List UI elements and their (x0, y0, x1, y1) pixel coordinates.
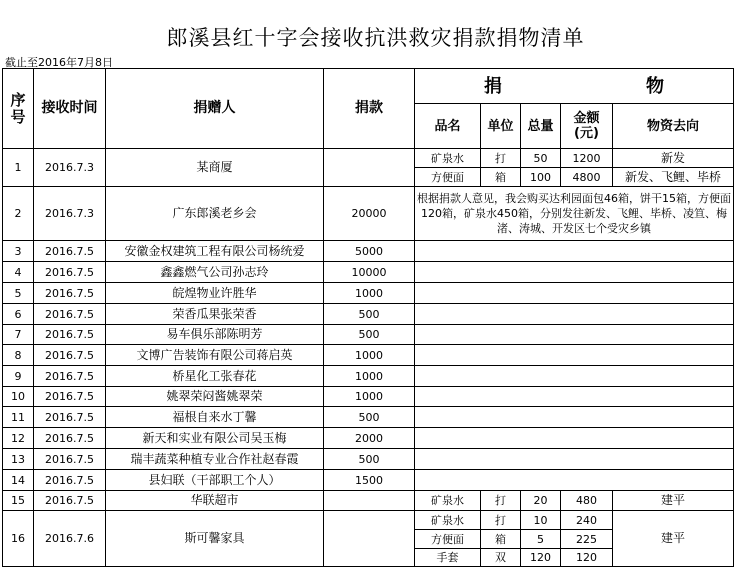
table-row (3, 428, 734, 449)
table-row (3, 241, 734, 262)
goods-empty (415, 387, 734, 407)
goods-dest: 新发、飞鲤、毕桥 (613, 168, 734, 187)
goods-empty (415, 345, 734, 366)
row-time: 2016.7.3 (34, 149, 106, 187)
row-no: 7 (3, 325, 34, 345)
header-time: 接收时间 (34, 69, 106, 149)
goods-empty (415, 366, 734, 387)
row-donor: 荣香瓜果张荣香 (106, 304, 324, 325)
goods-item: 方便面 (415, 530, 481, 549)
row-donor: 鑫鑫燃气公司孙志玲 (106, 262, 324, 283)
row-donor: 皖煌物业许胜华 (106, 283, 324, 304)
row-donor: 福根自来水丁馨 (106, 407, 324, 428)
row-no: 12 (3, 428, 34, 449)
goods-empty (415, 241, 734, 262)
row-time: 2016.7.5 (34, 304, 106, 325)
row-money: 500 (324, 449, 415, 470)
row-time: 2016.7.5 (34, 325, 106, 345)
row-no: 14 (3, 470, 34, 491)
header-qty: 总量 (521, 104, 561, 149)
row-money: 500 (324, 304, 415, 325)
row-no: 11 (3, 407, 34, 428)
row-time: 2016.7.5 (34, 366, 106, 387)
row-no: 1 (3, 149, 34, 187)
goods-amount: 4800 (561, 168, 613, 187)
goods-empty (415, 407, 734, 428)
header-item: 品名 (415, 104, 481, 149)
row-donor: 新天和实业有限公司吴玉梅 (106, 428, 324, 449)
goods-unit: 箱 (481, 168, 521, 187)
goods-item: 矿泉水 (415, 511, 481, 530)
goods-dest: 新发 (613, 149, 734, 168)
donation-table (2, 68, 734, 567)
row-time: 2016.7.5 (34, 491, 106, 511)
table-row (3, 491, 734, 511)
row-donor: 广东郎溪老乡会 (106, 187, 324, 241)
header-amount: 金额 (元) (561, 104, 613, 149)
row-money: 1000 (324, 366, 415, 387)
table-row (3, 387, 734, 407)
row-money: 2000 (324, 428, 415, 449)
goods-qty: 50 (521, 149, 561, 168)
row-donor: 华联超市 (106, 491, 324, 511)
header-row (3, 69, 734, 104)
goods-item: 手套 (415, 549, 481, 567)
row-no: 3 (3, 241, 34, 262)
row-money: 500 (324, 325, 415, 345)
row-money: 1500 (324, 470, 415, 491)
goods-empty (415, 325, 734, 345)
table-row (3, 345, 734, 366)
row-donor: 某商厦 (106, 149, 324, 187)
header-unit: 单位 (481, 104, 521, 149)
row-donor: 安徽金权建筑工程有限公司杨统爱 (106, 241, 324, 262)
goods-item: 方便面 (415, 168, 481, 187)
table-row (3, 366, 734, 387)
row-time: 2016.7.5 (34, 283, 106, 304)
row-money (324, 149, 415, 187)
row-time: 2016.7.3 (34, 187, 106, 241)
goods-empty (415, 262, 734, 283)
row-money: 1000 (324, 345, 415, 366)
row-no: 15 (3, 491, 34, 511)
goods-unit: 双 (481, 549, 521, 567)
table-row (3, 511, 734, 530)
row-time: 2016.7.5 (34, 387, 106, 407)
goods-amount: 225 (561, 530, 613, 549)
goods-unit: 箱 (481, 530, 521, 549)
row-time: 2016.7.5 (34, 345, 106, 366)
goods-dest: 建平 (613, 491, 734, 511)
goods-unit: 打 (481, 149, 521, 168)
row-donor: 瑞丰蔬菜种植专业合作社赵春霞 (106, 449, 324, 470)
header-dest: 物资去向 (613, 104, 734, 149)
header-goods: 捐 物 (415, 69, 734, 104)
row-time: 2016.7.5 (34, 428, 106, 449)
goods-qty: 20 (521, 491, 561, 511)
table-row (3, 449, 734, 470)
goods-unit: 打 (481, 491, 521, 511)
goods-empty (415, 304, 734, 325)
row-donor: 斯可馨家具 (106, 511, 324, 567)
row-time: 2016.7.5 (34, 241, 106, 262)
table-row (3, 407, 734, 428)
goods-amount: 1200 (561, 149, 613, 168)
row-donor: 文博广告装饰有限公司蒋启英 (106, 345, 324, 366)
table-row (3, 325, 734, 345)
goods-dest: 建平 (613, 511, 734, 567)
row-no: 16 (3, 511, 34, 567)
row-money: 20000 (324, 187, 415, 241)
goods-empty (415, 283, 734, 304)
row-time: 2016.7.6 (34, 511, 106, 567)
row-time: 2016.7.5 (34, 262, 106, 283)
header-seq: 序 号 (3, 69, 34, 149)
goods-item: 矿泉水 (415, 491, 481, 511)
goods-qty: 5 (521, 530, 561, 549)
table-row (3, 149, 734, 168)
row-no: 13 (3, 449, 34, 470)
header-donor: 捐赠人 (106, 69, 324, 149)
goods-empty (415, 449, 734, 470)
row-time: 2016.7.5 (34, 407, 106, 428)
goods-unit: 打 (481, 511, 521, 530)
goods-amount: 480 (561, 491, 613, 511)
header-money: 捐款 (324, 69, 415, 149)
row-no: 5 (3, 283, 34, 304)
row-money: 1000 (324, 387, 415, 407)
row-donor: 易车俱乐部陈明芳 (106, 325, 324, 345)
goods-qty: 100 (521, 168, 561, 187)
row-no: 8 (3, 345, 34, 366)
goods-note: 根据捐款人意见，我会购买达利园面包46箱，饼干15箱，方便面120箱，矿泉水450箱，分别发往新发、飞鲤、毕桥、凌笪、梅渚、涛城、开发区七个受灾乡镇 (415, 187, 734, 241)
row-no: 2 (3, 187, 34, 241)
row-donor: 姚翠荣闷酱姚翠荣 (106, 387, 324, 407)
row-no: 4 (3, 262, 34, 283)
row-time: 2016.7.5 (34, 470, 106, 491)
row-no: 9 (3, 366, 34, 387)
goods-qty: 10 (521, 511, 561, 530)
table-row (3, 283, 734, 304)
goods-empty (415, 470, 734, 491)
row-money (324, 511, 415, 567)
row-donor: 县妇联（干部职工个人） (106, 470, 324, 491)
row-money (324, 491, 415, 511)
row-money: 500 (324, 407, 415, 428)
row-no: 6 (3, 304, 34, 325)
page-title: 郎溪县红十字会接收抗洪救灾捐款捐物清单 (166, 26, 585, 50)
goods-item: 矿泉水 (415, 149, 481, 168)
row-money: 1000 (324, 283, 415, 304)
goods-empty (415, 428, 734, 449)
goods-amount: 240 (561, 511, 613, 530)
table-row (3, 262, 734, 283)
goods-amount: 120 (561, 549, 613, 567)
table-row (3, 470, 734, 491)
as-of-date: 截止至2016年7月8日 (5, 56, 113, 69)
row-money: 10000 (324, 262, 415, 283)
row-no: 10 (3, 387, 34, 407)
table-row (3, 304, 734, 325)
table-row (3, 187, 734, 241)
row-money: 5000 (324, 241, 415, 262)
row-time: 2016.7.5 (34, 449, 106, 470)
goods-qty: 120 (521, 549, 561, 567)
row-donor: 桥星化工张春花 (106, 366, 324, 387)
